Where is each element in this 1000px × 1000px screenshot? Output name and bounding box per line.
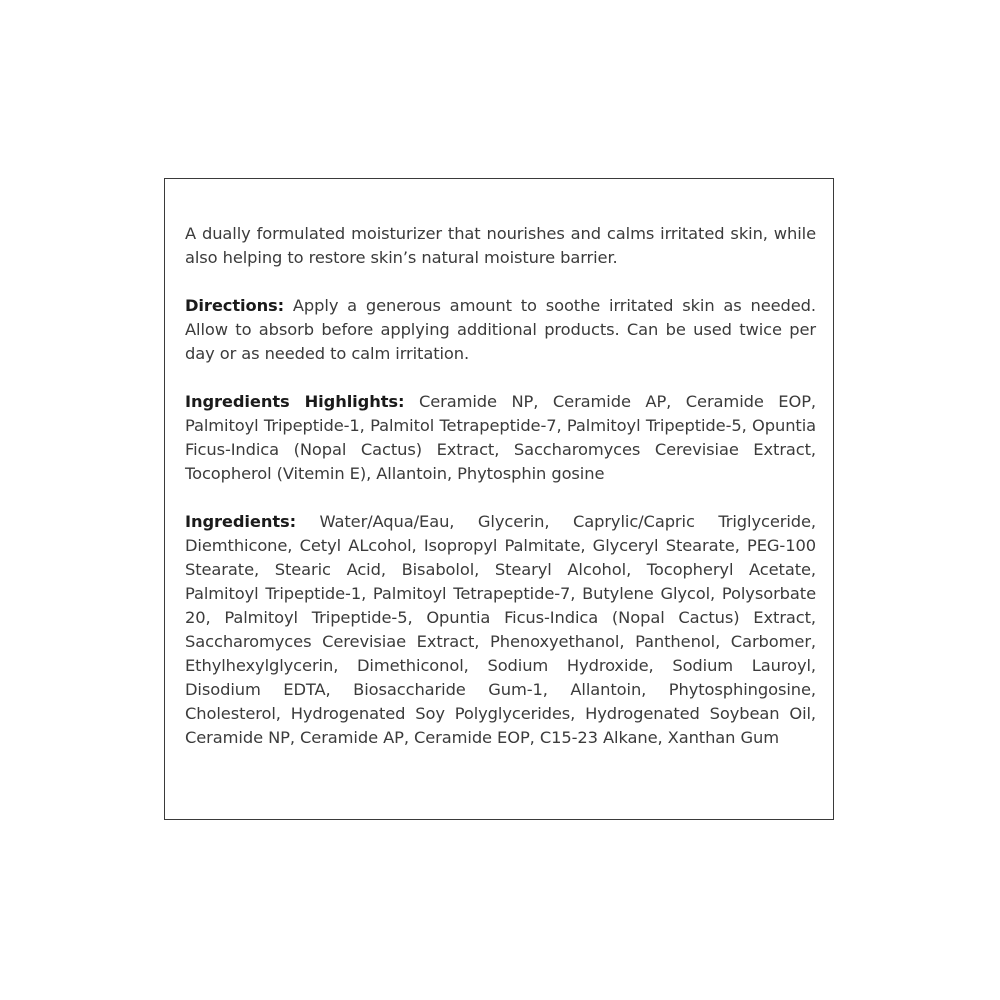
intro-text: A dually formulated moisturizer that nourishes and calms irritated skin, while also helping to restore skin’s natural moisture barrier. [185,224,816,267]
ingredients-label: Ingredients: [185,512,297,531]
highlights-label: Ingredients Highlights: [185,392,405,411]
directions-text: Apply a generous amount to soothe irritated skin as needed. Allow to absorb before applying additional products. Can be used twice per day or as needed to calm irritation. [185,296,816,363]
directions-label: Directions: [185,296,285,315]
directions-paragraph [185,294,816,366]
intro-paragraph [185,222,816,270]
ingredients-text: Water/Aqua/Eau, Glycerin, Caprylic/Capric Triglyceride, Diemthicone, Cetyl ALcohol, Isopropyl Palmitate, Glyceryl Stearate, PEG-100 Stearate, Stearic Acid, Bisabolol, Stearyl Alcohol, Tocopheryl Acetate, Palmitoyl Tripeptide-1, Palmitoyl Tetrapeptide-7, Butylene Glycol, Polysorbate 20, Palmitoyl Tripeptide-5, Opuntia Ficus-Indica (Nopal Cactus) Extract, Saccharomyces Cerevisiae Extract, Phenoxyethanol, Panthenol, Carbomer, Ethylhexylglycerin, Dimethiconol, Sodium Hydroxide, Sodium Lauroyl, Disodium EDTA, Biosaccharide Gum-1, Allantoin, Phytosphingosine, Cholesterol, Hydrogenated Soy Polyglycerides, Hydrogenated Soybean Oil, Ceramide NP, Ceramide AP, Ceramide EOP, C15-23 Alkane, Xanthan Gum [185,512,816,747]
product-info-card [164,178,834,820]
highlights-text: Ceramide NP, Ceramide AP, Ceramide EOP, Palmitoyl Tripeptide-1, Palmitol Tetrapeptide-7, Palmitoyl Tripeptide-5, Opuntia Ficus-Indica (Nopal Cactus) Extract, Saccharomyces Cerevisiae Extract, Tocopherol (Vitemin E), Allantoin, Phytosphin gosine [185,392,817,483]
ingredients-paragraph [185,510,816,750]
highlights-paragraph [185,390,816,486]
product-info-content [185,222,816,774]
